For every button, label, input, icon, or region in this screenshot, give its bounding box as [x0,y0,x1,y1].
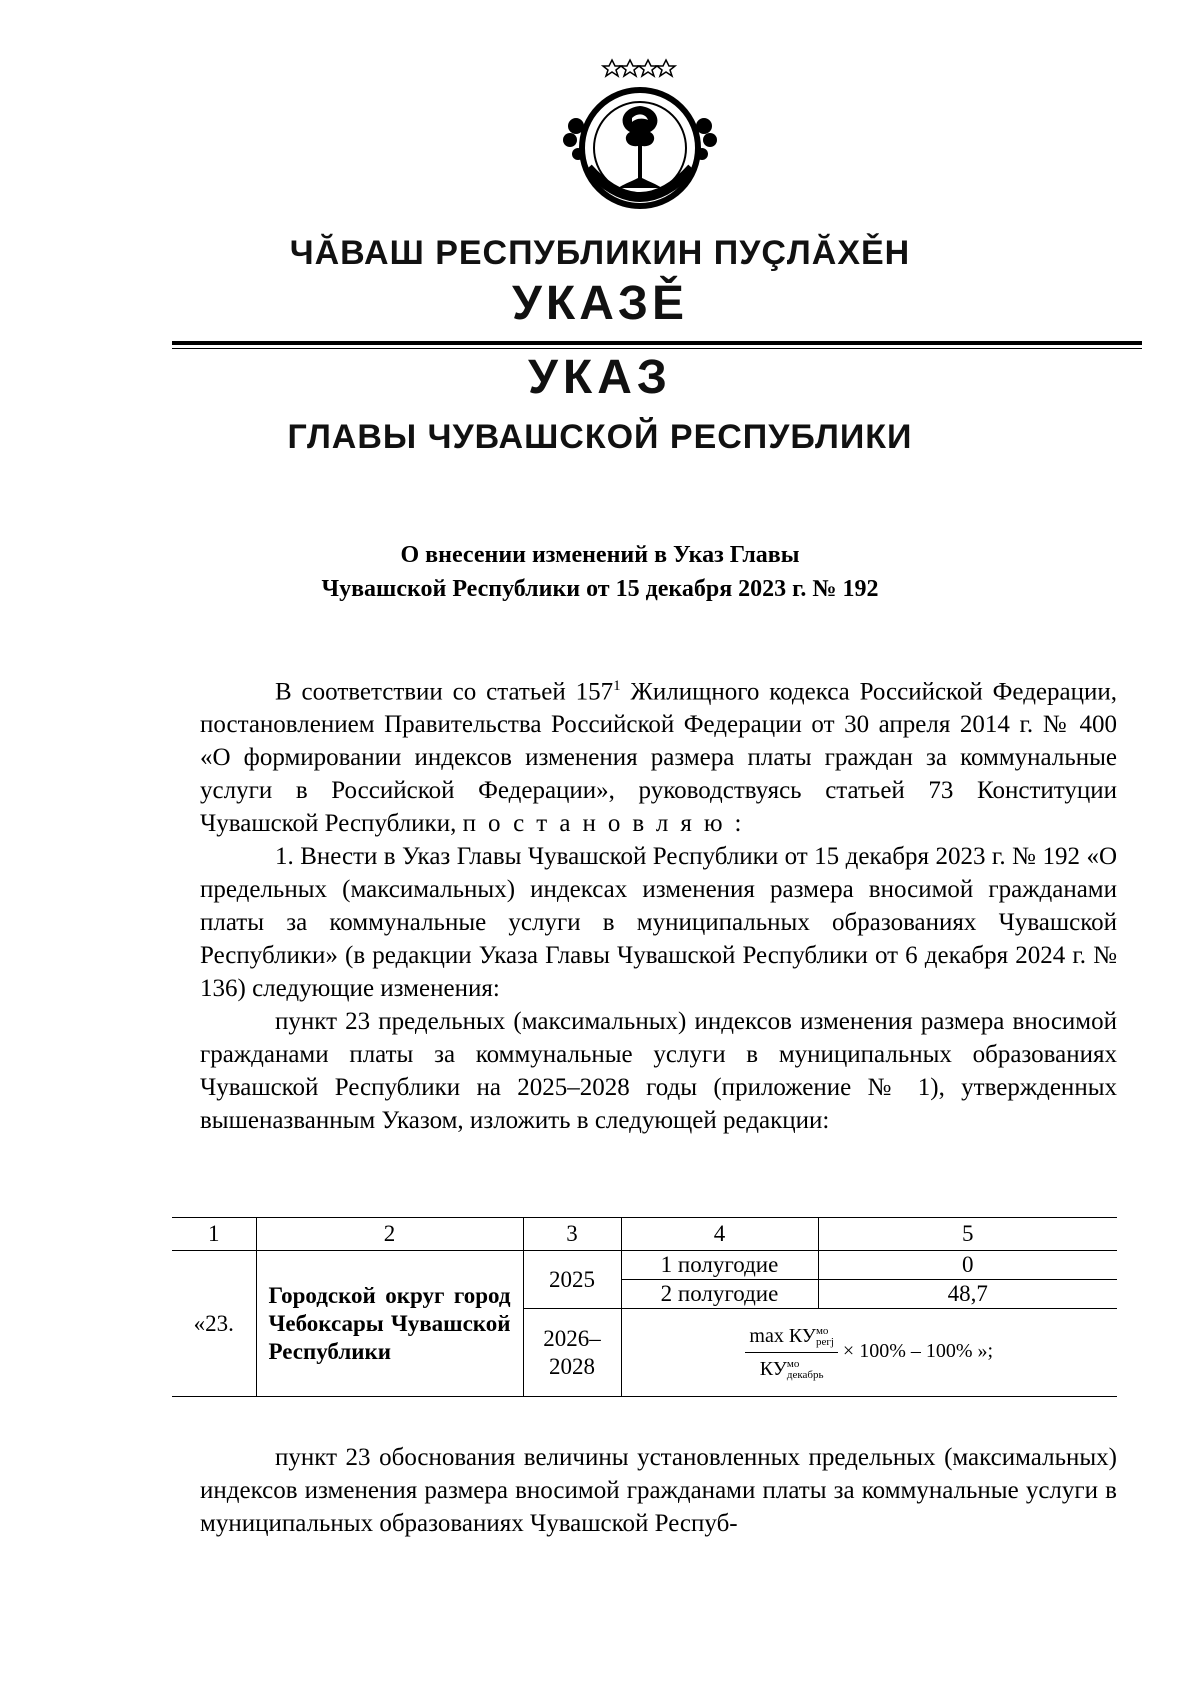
header-divider-thick [172,341,1142,345]
header-russian-decree: УКАЗ [528,351,672,404]
formula-fraction [745,1322,838,1383]
document-subject [0,538,1200,606]
municipality-cell: Городской округ город Чебоксары Чувашской Республики [256,1251,523,1397]
body-text-block [200,670,1117,1137]
preamble-superscript: 1 [613,678,621,694]
index-value-cell: 0 [818,1251,1117,1280]
table-header-cell: 4 [621,1218,818,1251]
table-header-cell: 3 [523,1218,621,1251]
table-header-cell: 2 [256,1218,523,1251]
item-1-sub-paragraph: пункт 23 предельных (максимальных) индексов изменения размера вносимой гражданами платы за коммунальные услуги в муниципальных образованиях Чувашской Республики на 2025–2028 годы (приложение № 1), утвержденных вышеназванным Указом, изложить в следующей редакции: [200,1008,1117,1135]
header-russian-title: ГЛАВЫ ЧУВАШСКОЙ РЕСПУБЛИКИ [287,418,913,456]
half-year-label-cell: 1 полугодие [621,1251,818,1280]
formula-den-text: КУ [759,1358,787,1380]
formula-num-sub: регj [815,1336,834,1349]
table-header-cell: 1 [172,1218,256,1251]
table-header-cell: 5 [818,1218,1117,1251]
formula-den-sub: декабрь [786,1369,824,1382]
decree-word: постановляю: [462,810,754,838]
half-year-label-cell: 2 полугодие [621,1280,818,1309]
formula-den-sup: мо [786,1358,800,1371]
preamble-text-b: Жилищного кодекса Российской Федерации, постановлением Правительства Российской Федерации от 30 апреля 2014 г. № 400 «О формировании индексов изменения размера платы граждан за коммунальные услуги в Российской Федерации», руководствуясь статьей 73 Конституции Чувашской Республики, [200,678,1117,838]
table-row [172,1251,1117,1280]
formula-numerator [745,1322,838,1353]
formula-denominator [745,1353,838,1383]
header-chuvash-title: ЧĂВАШ РЕСПУБЛИКИН ПУÇЛĂХĚН [289,234,911,272]
formula-cell [621,1309,1117,1397]
after-table-paragraph: пункт 23 обоснования величины установленных предельных (максимальных) индексов изменения размера вносимой гражданами платы за коммунальные услуги в муниципальных образованиях Чувашской Респуб- [200,1444,1117,1537]
formula-num-sup: мо [815,1325,829,1338]
table-header-row [172,1218,1117,1251]
formula-num-text: max КУ [749,1325,816,1347]
item-1-paragraph: 1. Внести в Указ Главы Чувашской Республики от 15 декабря 2023 г. № 192 «О предельных (максимальных) индексах изменения размера вносимой гражданами платы за коммунальные услуги в муниципальных образованиях Чувашской Республики» (в редакции Указа Главы Чувашской Республики от 6 декабря 2024 г. № 136) следующие изменения: [200,843,1117,1003]
year-cell: 2025 [523,1251,621,1309]
index-value-cell: 48,7 [818,1280,1117,1309]
header-divider-thin [172,348,1142,349]
formula-den-indices [787,1359,824,1381]
preamble-paragraph [200,670,1117,840]
amendment-table [172,1217,1117,1397]
header-chuvash-decree: УКАЗĚ [512,277,688,330]
chuvash-coat-of-arms-icon [560,56,720,214]
row-number-cell: «23. [172,1251,256,1397]
formula-suffix: × 100% – 100% »; [842,1340,994,1363]
formula-num-indices [816,1326,834,1348]
subject-line-1: О внесении изменений в Указ Главы [400,542,800,568]
subject-line-2: Чувашской Республики от 15 декабря 2023 г. № 192 [321,576,879,602]
year-range-cell: 2026–2028 [523,1309,621,1397]
after-table-block [200,1441,1117,1540]
preamble-text-a: В соответствии со статьей 157 [275,678,614,706]
